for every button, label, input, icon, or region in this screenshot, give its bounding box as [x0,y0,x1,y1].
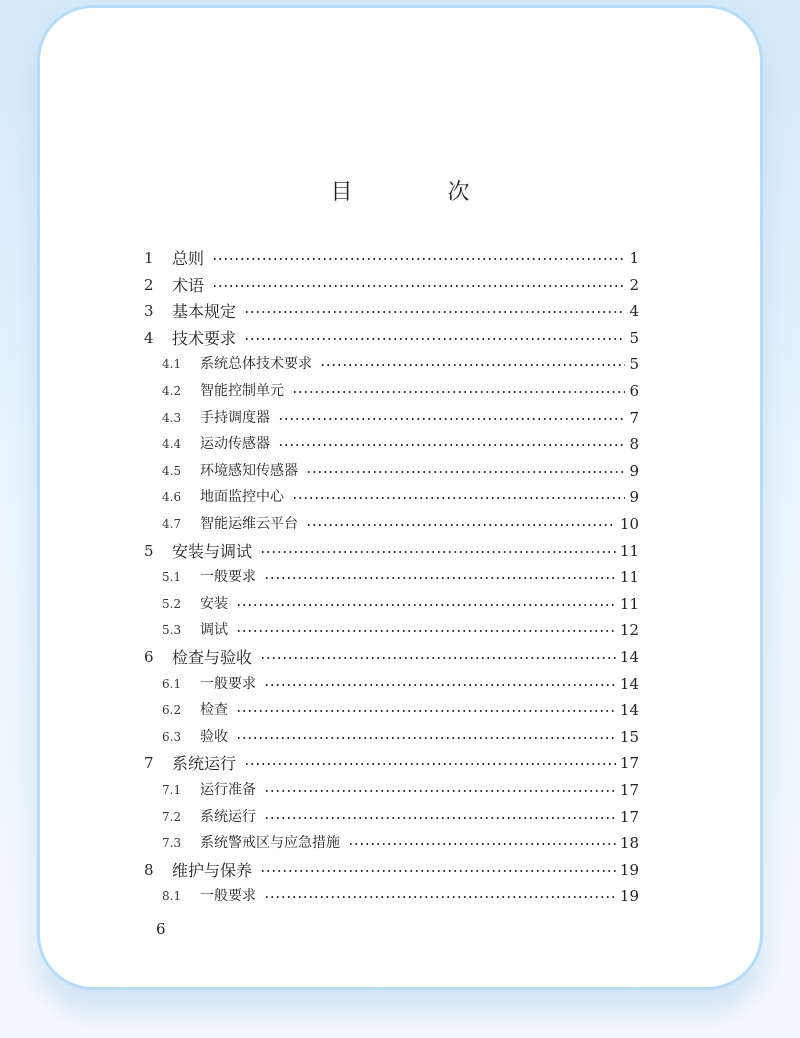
toc-entry-label: 检查与验收 [172,644,258,671]
toc-entry [0,511,800,538]
toc-entry-page: 19 [619,887,639,906]
toc-entry [0,245,800,272]
toc-entry-page: 9 [629,461,639,480]
toc-entry [0,298,800,325]
toc-entry [0,804,800,831]
toc-entry-number: 7.2 [162,809,182,824]
toc-leader-dots [244,311,625,313]
toc-entry-page: 18 [619,834,639,853]
toc-leader-dots [278,444,625,446]
toc-entry-number: 5 [144,541,154,560]
toc-entry [0,750,800,777]
toc-entry-label: 系统运行 [172,750,242,777]
toc-entry-label: 系统总体技术要求 [200,351,318,378]
toc-entry-number: 4.2 [162,384,182,398]
toc-entry-page: 7 [629,408,639,427]
toc-entry-number: 3 [144,302,154,321]
toc-entry-label: 运行准备 [200,777,262,804]
toc-leader-dots [236,630,616,632]
toc-entry-number: 8 [144,860,154,879]
toc-entry-page: 5 [629,328,639,347]
toc-entry-number: 7.1 [162,783,182,797]
toc-entry [0,431,800,458]
toc-entry-label: 环境感知传感器 [200,458,304,485]
toc-entry [0,697,800,724]
toc-entry-page: 15 [619,727,639,746]
toc-entry-page: 4 [629,302,639,321]
toc-entry-number: 7.3 [162,836,182,851]
toc-entry-number: 4.1 [162,357,182,372]
toc-leader-dots [264,577,616,579]
toc-entry-number: 4.4 [162,437,182,452]
toc-leader-dots [348,843,616,845]
toc-entry [0,777,800,804]
toc-entry-label: 总则 [172,245,210,272]
toc-entry [0,644,800,671]
toc-entry-number: 7 [144,754,154,773]
toc-leader-dots [306,524,616,526]
toc-entry-number: 6 [144,648,154,666]
toc-entry-label: 运动传感器 [200,431,276,458]
toc-entry-number: 4.5 [162,463,182,478]
toc-entry-number: 2 [144,275,154,294]
toc-entry-page: 6 [629,382,639,400]
toc-entry-page: 14 [619,674,639,693]
toc-leader-dots [260,657,616,659]
toc-leader-dots [264,896,616,898]
toc-entry-page: 11 [619,541,639,560]
toc-entry [0,538,800,565]
toc-entry [0,325,800,352]
page-number: 6 [156,920,166,938]
toc-leader-dots [264,684,616,686]
toc-entry-page: 14 [619,701,639,720]
toc-entry-number: 4.7 [162,517,182,531]
toc-entry [0,378,800,405]
toc-entry-number: 6.2 [162,703,182,718]
toc-leader-dots [236,710,616,712]
toc-entry-page: 14 [619,648,639,666]
toc-entry [0,591,800,618]
toc-entry-label: 安装 [200,591,234,618]
toc-entry-label: 智能运维云平台 [200,511,304,538]
toc-entry-page: 12 [619,621,639,640]
toc-entry-label: 一般要求 [200,671,262,698]
toc-leader-dots [264,817,616,819]
toc-leader-dots [260,551,616,553]
toc-entry [0,351,800,378]
toc-entry-label: 技术要求 [172,325,242,352]
toc-leader-dots [260,870,616,872]
toc-entry [0,405,800,432]
toc-leader-dots [320,364,625,366]
toc-entry-label: 术语 [172,272,210,299]
toc-entry-page: 10 [619,515,639,533]
toc-entry-number: 1 [144,249,154,267]
toc-entry-number: 8.1 [162,889,182,904]
toc-entry-page: 8 [629,435,639,454]
toc-entry-label: 地面监控中心 [200,484,290,511]
toc-entry [0,724,800,751]
toc-entry-label: 智能控制单元 [200,378,290,405]
toc-entry-label: 手持调度器 [200,405,276,432]
toc-entry-number: 4.3 [162,410,182,425]
toc-entry [0,272,800,299]
toc-entry-number: 4.6 [162,490,182,505]
toc-entry-page: 5 [629,355,639,374]
toc-leader-dots [212,285,625,287]
toc-entry-label: 一般要求 [200,883,262,910]
toc-leader-dots [212,258,625,260]
toc-entry-number: 4 [144,328,154,347]
toc-entry-page: 17 [619,754,639,773]
toc-entry-label: 基本规定 [172,298,242,325]
toc-entry-page: 17 [619,781,639,799]
toc-entry [0,617,800,644]
toc-entry [0,458,800,485]
toc-leader-dots [244,763,616,765]
toc-entry-page: 2 [629,275,639,294]
toc-entry-label: 调试 [200,617,234,644]
toc-leader-dots [292,391,625,393]
toc-entry-page: 19 [619,860,639,879]
toc-entry-page: 17 [619,807,639,826]
toc-entry-label: 维护与保养 [172,857,258,884]
toc-entry-page: 9 [629,488,639,507]
toc-entry-label: 安装与调试 [172,538,258,565]
toc-leader-dots [264,790,616,792]
toc-entry-label: 一般要求 [200,564,262,591]
toc-entry-label: 检查 [200,697,234,724]
toc-entry [0,830,800,857]
page-title: 目 次 [330,180,514,205]
toc-entry-number: 5.3 [162,623,182,638]
toc-entry [0,564,800,591]
toc-entry-number: 6.1 [162,676,182,691]
toc-leader-dots [244,338,625,340]
toc-entry-label: 系统警戒区与应急措施 [200,830,346,857]
toc-leader-dots [292,497,625,499]
toc-entry-page: 1 [629,249,639,267]
toc-entry [0,671,800,698]
toc-entry [0,484,800,511]
toc-entry-number: 6.3 [162,729,182,744]
toc-leader-dots [236,604,616,606]
toc-entry-label: 系统运行 [200,804,262,831]
toc-entry [0,857,800,884]
toc-entry-number: 5.2 [162,596,182,611]
toc-entry-label: 验收 [200,724,234,751]
toc-entry-page: 11 [619,594,639,613]
toc-leader-dots [278,418,625,420]
toc-leader-dots [236,737,616,739]
toc-entry-page: 11 [619,568,639,587]
toc-leader-dots [306,471,625,473]
toc-entry-number: 5.1 [162,570,182,585]
toc-entry [0,883,800,910]
